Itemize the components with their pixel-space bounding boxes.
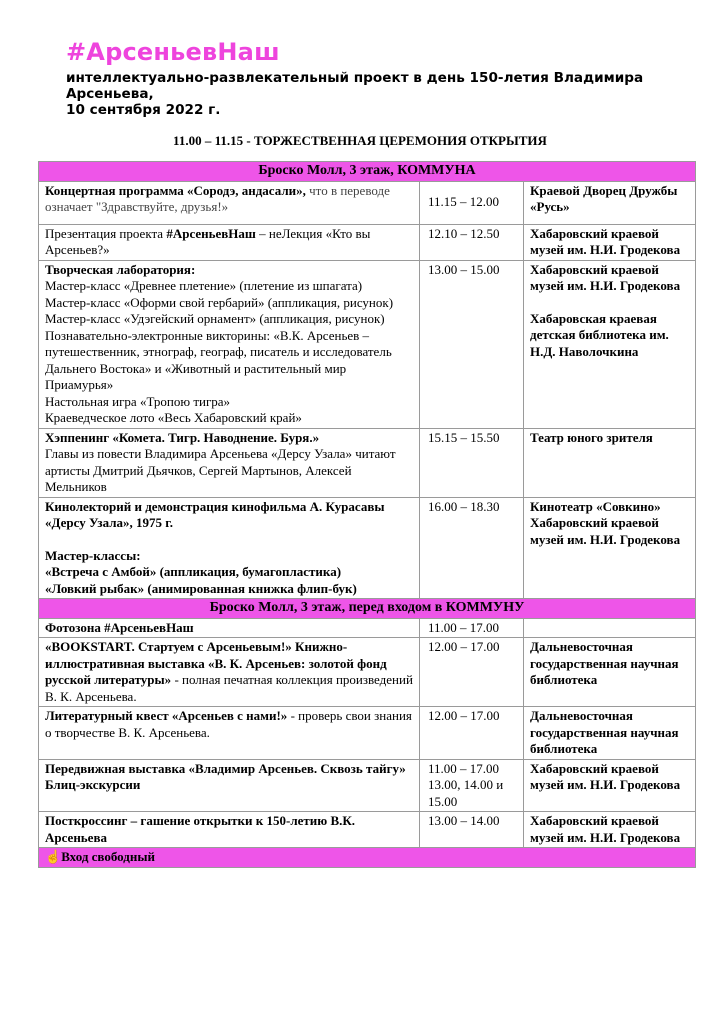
- event-line: Мастер-класс «Удэгейский орнамент» (аппликация, рисунок): [45, 311, 385, 326]
- table-row: [39, 707, 696, 760]
- time-cell: [420, 497, 524, 599]
- time-cell: [420, 181, 524, 224]
- organizer-cell: [524, 707, 696, 760]
- event-time: 11.00 – 17.00: [428, 619, 500, 635]
- event-organizer: Кинотеатр «Совкино» Хабаровский краевой музей им. Н.И. Гродекова: [530, 498, 681, 547]
- table-row: [39, 638, 696, 707]
- event-organizer: Краевой Дворец Дружбы «Русь»: [530, 182, 678, 214]
- time-cell: [420, 759, 524, 812]
- organizer-cell: [524, 638, 696, 707]
- event-time: 12.00 – 17.00: [428, 708, 500, 723]
- event-cell: [39, 224, 420, 260]
- table-row: [39, 224, 696, 260]
- event-time: 12.10 – 12.50: [428, 225, 500, 241]
- event-organizer: Хабаровский краевой музей им. Н.И. Гродекова: [530, 261, 681, 293]
- time-cell: [420, 812, 524, 848]
- event-time: 16.00 – 18.30: [428, 498, 500, 514]
- event-line: «Ловкий рыбак» (анимированная книжка флип-бук): [45, 580, 357, 596]
- organizer-cell: [524, 497, 696, 599]
- organizer-cell: [524, 181, 696, 224]
- event-line: Мастер-класс «Древнее плетение» (плетение из шпагата): [45, 278, 363, 293]
- event-cell: [39, 428, 420, 497]
- table-row: [39, 428, 696, 497]
- project-hashtag: #АрсеньевНаш: [66, 38, 280, 66]
- event-organizer: Хабаровский краевой музей им. Н.И. Гродекова: [530, 813, 681, 845]
- event-subtitle: Мастер-классы:: [45, 547, 141, 563]
- event-description: – неЛекция «Кто вы Арсеньев?»: [45, 225, 371, 257]
- section-header-row: [39, 599, 696, 619]
- event-description: - проверь свои знания о творчестве В. К. Арсеньева.: [45, 708, 412, 740]
- organizer-cell: [524, 260, 696, 428]
- event-title: «BOOKSTART. Стартуем с Арсеньевым!» Книжно-иллюстративная выставка «В. К. Арсеньев: золотой фонд русской литературы»: [45, 639, 387, 687]
- event-title: Хэппенинг «Комета. Тигр. Наводнение. Буря.»: [45, 429, 320, 445]
- event-time: 11.00 – 17.00: [428, 760, 500, 776]
- event-time: 11.15 – 12.00: [428, 194, 500, 210]
- event-time-secondary: 13.00, 14.00 и 15.00: [428, 777, 504, 809]
- subtitle-line: Арсеньева,: [66, 86, 154, 102]
- event-organizer: Хабаровский краевой музей им. Н.И. Гродекова: [530, 225, 681, 257]
- section-title: Броско Молл, 3 этаж, перед входом в КОММУНУ: [39, 599, 696, 619]
- event-title: Кинолекторий и демонстрация кинофильма А. Курасавы «Дерсу Узала», 1975 г.: [45, 498, 385, 530]
- table-row: [39, 618, 696, 638]
- organizer-cell: [524, 812, 696, 848]
- event-title: Творческая лаборатория:: [45, 261, 196, 277]
- subtitle-date: 10 сентября 2022 г.: [66, 102, 221, 118]
- time-cell: [420, 260, 524, 428]
- organizer-cell: [524, 428, 696, 497]
- event-organizer: Дальневосточная государственная научная библиотека: [530, 708, 679, 756]
- event-subtitle: Блиц-экскурсии: [45, 777, 141, 792]
- footer-row: [39, 848, 696, 868]
- free-entry-text: Вход свободный: [61, 849, 156, 864]
- event-cell: [39, 618, 420, 638]
- schedule-table: [38, 161, 696, 868]
- section-title: Броско Молл, 3 этаж, КОММУНА: [39, 162, 696, 182]
- finger-icon: ☝: [45, 849, 62, 864]
- event-organizer: Дальневосточная государственная научная библиотека: [530, 639, 679, 687]
- event-title: Фотозона #АрсеньевНаш: [45, 619, 194, 635]
- time-cell: [420, 618, 524, 638]
- event-time: 15.15 – 15.50: [428, 429, 500, 445]
- time-cell: [420, 224, 524, 260]
- event-prefix: Презентация проекта: [45, 225, 167, 241]
- event-time: 13.00 – 14.00: [428, 813, 500, 828]
- time-cell: [420, 707, 524, 760]
- table-row: [39, 260, 696, 428]
- event-title: Передвижная выставка «Владимир Арсеньев. Сквозь тайгу»: [45, 760, 406, 776]
- time-cell: [420, 638, 524, 707]
- event-cell: [39, 497, 420, 599]
- table-row: [39, 759, 696, 812]
- section-header-row: [39, 162, 696, 182]
- event-organizer: Хабаровский краевой музей им. Н.И. Гродекова: [530, 760, 681, 792]
- event-time: 12.00 – 17.00: [428, 639, 500, 654]
- event-title: Литературный квест «Арсеньев с нами!»: [45, 708, 288, 723]
- event-line: «Встреча с Амбой» (аппликация, бумагопластика): [45, 564, 342, 579]
- event-cell: [39, 181, 420, 224]
- event-line: Мастер-класс «Оформи свой гербарий» (аппликация, рисунок): [45, 294, 394, 310]
- event-title: Концертная программа «Сородэ, андасали»,: [45, 182, 306, 198]
- event-title: #АрсеньевНаш: [166, 225, 256, 241]
- opening-ceremony: 11.00 – 11.15 - ТОРЖЕСТВЕННАЯ ЦЕРЕМОНИЯ ОТКРЫТИЯ: [173, 133, 547, 148]
- event-cell: [39, 707, 420, 760]
- event-line: Настольная игра «Тропою тигра»: [45, 393, 231, 409]
- event-line: Познавательно-электронные викторины: «В.К. Арсеньев – путешественник, этнограф, географ, писатель и исследователь Дальнего Востока» и «Животный и растительный мир Приамурья»: [45, 327, 392, 392]
- table-row: [39, 181, 696, 224]
- table-row: [39, 497, 696, 599]
- organizer-cell: [524, 224, 696, 260]
- event-cell: [39, 812, 420, 848]
- event-title: Посткроссинг – гашение открытки к 150-летию В.К. Арсеньева: [45, 813, 356, 845]
- event-cell: [39, 638, 420, 707]
- event-organizer-secondary: Хабаровская краевая детская библиотека им. Н.Д. Наволочкина: [530, 310, 669, 359]
- event-time: 13.00 – 15.00: [428, 261, 500, 277]
- organizer-cell: [524, 618, 696, 638]
- time-cell: [420, 428, 524, 497]
- table-row: [39, 812, 696, 848]
- event-cell: [39, 260, 420, 428]
- event-cell: [39, 759, 420, 812]
- event-description: - полная печатная коллекция произведений В. К. Арсеньева.: [45, 672, 413, 704]
- free-entry-note: [39, 848, 696, 868]
- event-description: что в переводе означает "Здравствуйте, друзья!»: [45, 182, 390, 214]
- subtitle-line: интеллектуально-развлекательный проект в день 150-летия Владимира: [66, 70, 644, 86]
- event-description: Главы из повести Владимира Арсеньева «Дерсу Узала» читают артисты Дмитрий Дьячков, Сергей Мартынов, Алексей Мельников: [45, 446, 396, 494]
- organizer-cell: [524, 759, 696, 812]
- project-subtitle: [66, 70, 706, 118]
- event-line: Краеведческое лото «Весь Хабаровский край»: [45, 410, 302, 425]
- event-organizer: Театр юного зрителя: [530, 429, 653, 445]
